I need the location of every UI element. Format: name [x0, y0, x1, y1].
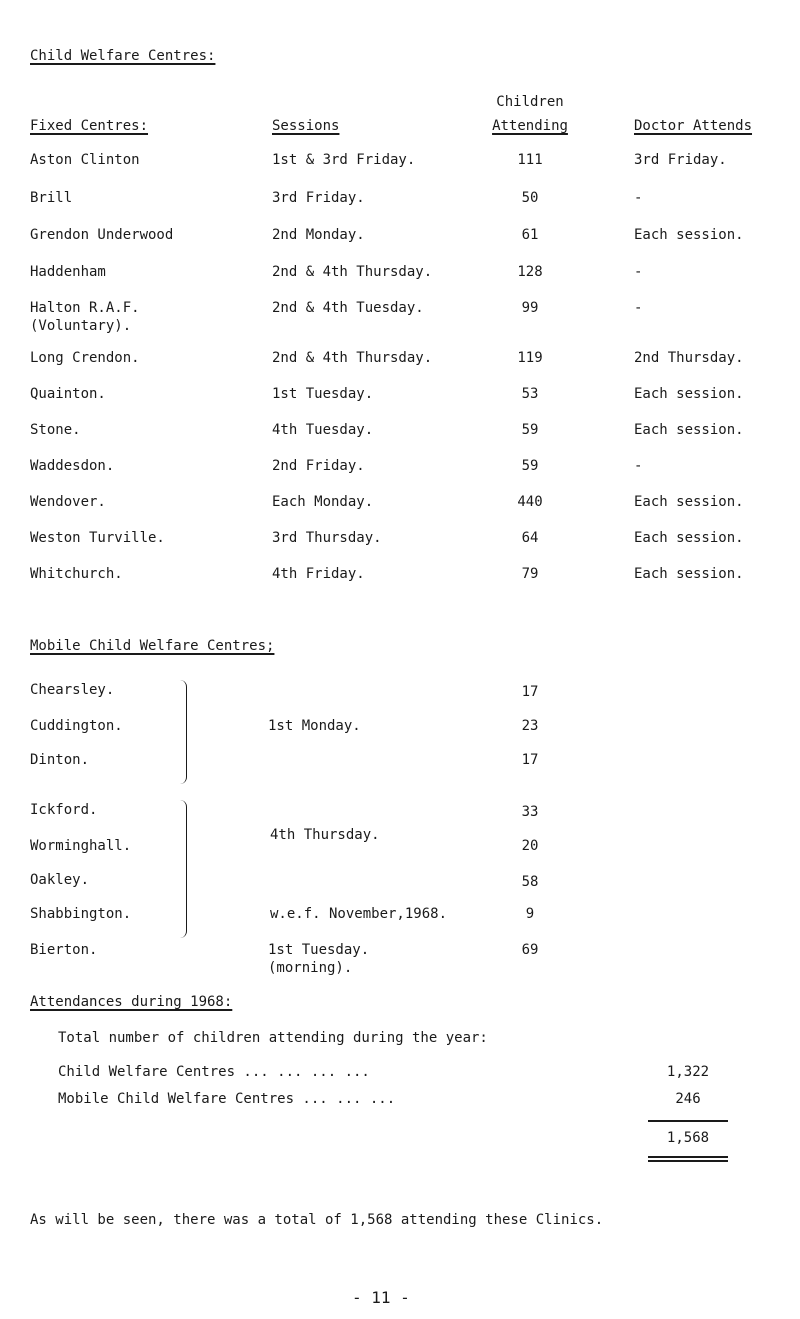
centre-name: Halton R.A.F. [30, 300, 140, 316]
centre-name: Stone. [30, 422, 81, 438]
group-session: 1st Monday. [268, 718, 361, 734]
session: Each Monday. [272, 494, 374, 510]
doctor-attends: Each session. [634, 530, 744, 546]
grand-total-value: 1,568 [666, 1130, 710, 1146]
session: 3rd Thursday. [272, 530, 382, 546]
section-title-attendances: Attendances during 1968: [30, 994, 233, 1010]
doctor-attends: - [634, 300, 643, 316]
header-children-line1: Children [496, 94, 564, 110]
children-count: 59 [521, 458, 539, 474]
centre-name: Waddesdon. [30, 458, 115, 474]
header-children-line2: Attending [492, 118, 568, 134]
divider [648, 1160, 728, 1162]
children-count: 111 [517, 152, 543, 168]
children-count: 50 [521, 190, 539, 206]
children-count: 9 [525, 906, 535, 922]
session: 4th Friday. [272, 566, 365, 582]
mobile-total-label: Mobile Child Welfare Centres ... ... ... [58, 1091, 396, 1107]
children-count: 440 [517, 494, 543, 510]
doctor-attends: Each session. [634, 386, 744, 402]
session-note: (morning). [268, 960, 353, 976]
centre-name: Quainton. [30, 386, 106, 402]
centre-name: Weston Turville. [30, 530, 165, 546]
brace [180, 800, 187, 938]
doctor-attends: Each session. [634, 494, 744, 510]
session: 4th Tuesday. [272, 422, 374, 438]
session: 2nd & 4th Thursday. [272, 350, 433, 366]
session: 3rd Friday. [272, 190, 365, 206]
header-sessions: Sessions [272, 118, 340, 134]
doctor-attends: - [634, 458, 643, 474]
children-count: 33 [521, 804, 539, 820]
centre-name: Brill [30, 190, 73, 206]
session: 2nd Friday. [272, 458, 365, 474]
children-count: 17 [521, 752, 539, 768]
doctor-attends: 3rd Friday. [634, 152, 727, 168]
children-count: 99 [521, 300, 539, 316]
brace [180, 680, 187, 784]
centre-name: Long Crendon. [30, 350, 140, 366]
centre-name-note: (Voluntary). [30, 318, 132, 334]
child-welfare-total-value: 1,322 [666, 1064, 710, 1080]
header-fixed-centres: Fixed Centres: [30, 118, 149, 134]
children-count: 17 [521, 684, 539, 700]
centre-name: Cuddington. [30, 718, 123, 734]
group-session: 4th Thursday. [270, 827, 380, 843]
divider [648, 1120, 728, 1122]
doctor-attends: Each session. [634, 422, 744, 438]
session: 2nd Monday. [272, 227, 365, 243]
centre-name: Grendon Underwood [30, 227, 174, 243]
doctor-attends: 2nd Thursday. [634, 350, 744, 366]
children-count: 58 [521, 874, 539, 890]
children-count: 59 [521, 422, 539, 438]
session: 2nd & 4th Thursday. [272, 264, 433, 280]
children-count: 53 [521, 386, 539, 402]
children-count: 23 [521, 718, 539, 734]
centre-name: Dinton. [30, 752, 90, 768]
children-count: 128 [517, 264, 543, 280]
header-doctor-attends: Doctor Attends [634, 118, 753, 134]
totals-intro: Total number of children attending during the year: [58, 1030, 488, 1046]
session: 1st Tuesday. [272, 386, 374, 402]
children-count: 20 [521, 838, 539, 854]
doctor-attends: Each session. [634, 227, 744, 243]
session: 1st & 3rd Friday. [272, 152, 416, 168]
child-welfare-total-label: Child Welfare Centres ... ... ... ... [58, 1064, 370, 1080]
mobile-total-value: 246 [675, 1091, 701, 1107]
centre-name: Ickford. [30, 802, 98, 818]
centre-name: Worminghall. [30, 838, 132, 854]
children-count: 79 [521, 566, 539, 582]
centre-name: Wendover. [30, 494, 106, 510]
session: 2nd & 4th Tuesday. [272, 300, 424, 316]
session-note: w.e.f. November,1968. [270, 906, 448, 922]
centre-name: Shabbington. [30, 906, 132, 922]
section-title-child-welfare: Child Welfare Centres: [30, 48, 216, 64]
page-number: - 11 - [352, 1288, 410, 1307]
doctor-attends: - [634, 264, 643, 280]
section-title-mobile-centres: Mobile Child Welfare Centres; [30, 638, 275, 654]
doctor-attends: - [634, 190, 643, 206]
children-count: 119 [517, 350, 543, 366]
centre-name: Whitchurch. [30, 566, 123, 582]
centre-name: Aston Clinton [30, 152, 140, 168]
centre-name: Chearsley. [30, 682, 115, 698]
divider [648, 1156, 728, 1158]
doctor-attends: Each session. [634, 566, 744, 582]
children-count: 69 [521, 942, 539, 958]
session: 1st Tuesday. [268, 942, 370, 958]
centre-name: Bierton. [30, 942, 98, 958]
centre-name: Oakley. [30, 872, 90, 888]
centre-name: Haddenham [30, 264, 106, 280]
closing-statement: As will be seen, there was a total of 1,568 attending these Clinics. [30, 1212, 604, 1228]
children-count: 61 [521, 227, 539, 243]
children-count: 64 [521, 530, 539, 546]
